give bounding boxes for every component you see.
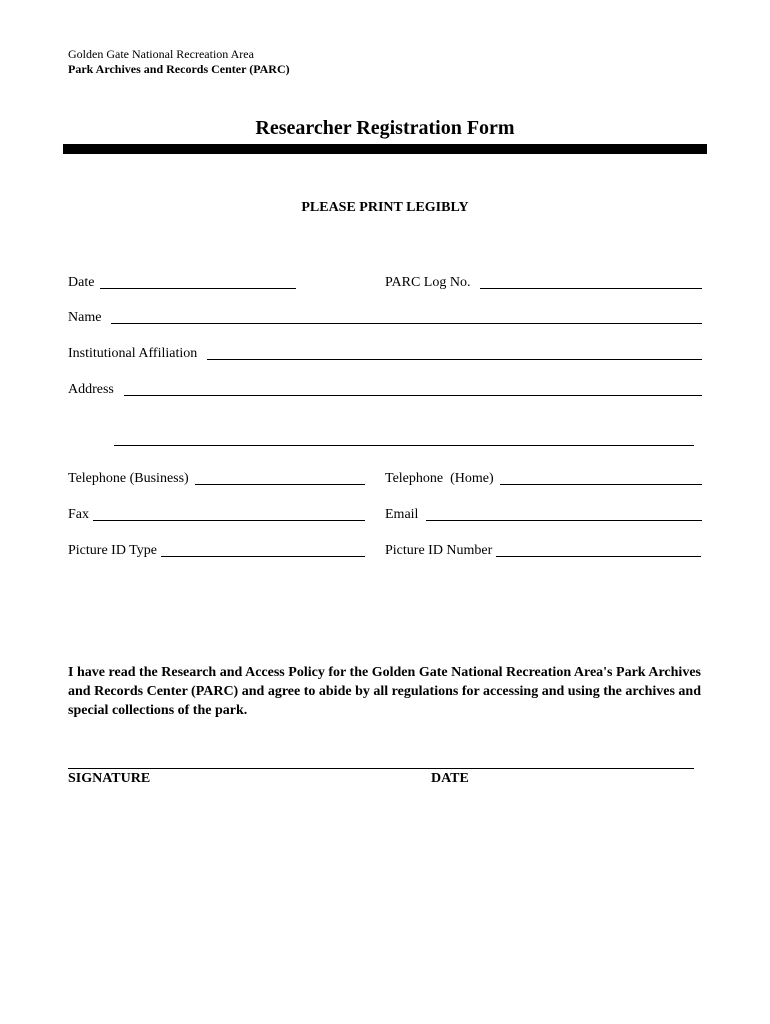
- id-type-line[interactable]: [161, 555, 365, 557]
- date-label: Date: [68, 275, 95, 290]
- phone-home-label: Telephone (Home): [385, 471, 494, 486]
- phone-business-label: Telephone (Business): [68, 471, 189, 486]
- log-no-label: PARC Log No.: [385, 275, 471, 290]
- date-line[interactable]: [100, 287, 296, 289]
- affiliation-label: Institutional Affiliation: [68, 346, 198, 361]
- phone-business-field[interactable]: [68, 468, 365, 488]
- fax-label: Fax: [68, 507, 89, 522]
- phone-home-line[interactable]: [500, 483, 702, 485]
- log-no-field[interactable]: [385, 272, 702, 292]
- email-label: Email: [385, 507, 419, 522]
- name-line[interactable]: [111, 322, 702, 324]
- affiliation-field[interactable]: [68, 343, 702, 363]
- signature-label: SIGNATURE: [68, 771, 151, 786]
- name-label: Name: [68, 310, 102, 325]
- fax-line[interactable]: [93, 519, 365, 521]
- fax-field[interactable]: [68, 504, 365, 524]
- log-no-line[interactable]: [480, 287, 702, 289]
- phone-home-field[interactable]: [385, 468, 702, 488]
- address-field[interactable]: [68, 379, 702, 399]
- signature-date-label: DATE: [431, 771, 469, 786]
- id-number-label: Picture ID Number: [385, 543, 493, 558]
- email-line[interactable]: [426, 519, 702, 521]
- title-rule: [63, 144, 707, 154]
- email-field[interactable]: [385, 504, 702, 524]
- address-line[interactable]: [124, 394, 702, 396]
- phone-business-line[interactable]: [195, 483, 365, 485]
- id-number-line[interactable]: [496, 555, 701, 557]
- id-type-field[interactable]: [68, 540, 365, 560]
- id-type-label: Picture ID Type: [68, 543, 157, 558]
- form-title: Researcher Registration Form: [255, 117, 515, 139]
- address-label: Address: [68, 382, 114, 397]
- instruction-text: PLEASE PRINT LEGIBLY: [301, 200, 469, 215]
- signature-line[interactable]: [68, 768, 694, 769]
- date-field[interactable]: [68, 272, 296, 292]
- name-field[interactable]: [68, 307, 702, 327]
- header-org: Golden Gate National Recreation Area: [68, 47, 254, 61]
- policy-statement: I have read the Research and Access Policy for the Golden Gate National Recreation Area's Park Archives and Records Center (PARC) and agree to abide by all regulations for accessing and using the archives and special collections of the park.: [68, 665, 701, 718]
- address-line-2[interactable]: [114, 445, 694, 446]
- id-number-field[interactable]: [385, 540, 701, 560]
- header-center: Park Archives and Records Center (PARC): [68, 62, 290, 76]
- affiliation-line[interactable]: [207, 358, 702, 360]
